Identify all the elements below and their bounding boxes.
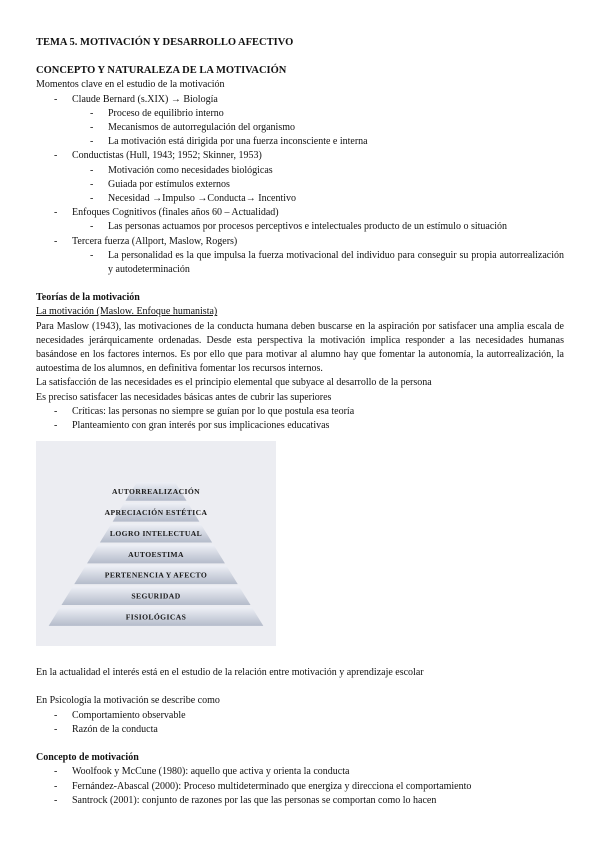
maslow-point: - Críticas: las personas no siempre se guían por lo que postula esa teoría bbox=[36, 405, 564, 419]
pyramid-level-label: APRECIACIÓN ESTÉTICA bbox=[104, 508, 208, 518]
moment-item: - Enfoques Cognitivos (finales años 60 – Actualidad) bbox=[36, 206, 564, 220]
moment-item: - Claude Bernard (s.XIX) → Biología bbox=[36, 93, 564, 107]
maslow-point: - Planteamiento con gran interés por sus implicaciones educativas bbox=[36, 419, 564, 433]
maslow-pyramid bbox=[36, 441, 276, 646]
moment-item: - Tercera fuerza (Allport, Maslow, Rogers) bbox=[36, 235, 564, 249]
moments-list bbox=[36, 93, 564, 278]
definition-item: - Woolfook y McCune (1980): aquello que activa y orienta la conducta bbox=[36, 765, 564, 779]
moments-intro: Momentos clave en el estudio de la motivación bbox=[36, 79, 225, 91]
moment-subitem: - Motivación como necesidades biológicas bbox=[36, 164, 564, 178]
concept-heading: CONCEPTO Y NATURALEZA DE LA MOTIVACIÓN bbox=[36, 65, 287, 77]
moment-subitem: - Mecanismos de autorregulación del organismo bbox=[36, 121, 564, 135]
moment-subitem: - Guiada por estímulos externos bbox=[36, 178, 564, 192]
maslow-paragraph: Para Maslow (1943), las motivaciones de la conducta humana deben buscarse en la aspiración por satisfacer una amplia escala de necesidades jerárquicamente ordenadas. Desde esta perspectiva la motivación implica responder a las necesidades humanas basándose en los factores internos. Es por ello que para motivar al alumno hay que fomentar la autonomía, la autorrealización, la autoestima de los alumnos, en definitiva fomentar los recursos internos. bbox=[36, 320, 564, 375]
maslow-subheading: La motivación (Maslow. Enfoque humanista) bbox=[36, 306, 218, 318]
pyramid-level-label: AUTORREALIZACIÓN bbox=[111, 487, 201, 497]
pyramid-level-label: LOGRO INTELECTUAL bbox=[109, 529, 203, 539]
moment-subitem: - La personalidad es la que impulsa la fuerza motivacional del individuo para conseguir su propia autorrealización y autodeterminación bbox=[36, 249, 564, 277]
moment-subitem: - Proceso de equilibrio interno bbox=[36, 107, 564, 121]
moment-subitem: - Las personas actuamos por procesos perceptivos e intelectuales producto de un estímulo o situación bbox=[36, 220, 564, 234]
theories-heading: Teorías de la motivación bbox=[36, 292, 140, 304]
definitions-list bbox=[36, 765, 564, 808]
pyramid-level-label: FISIOLÓGICAS bbox=[125, 612, 187, 622]
psychology-item: - Razón de la conducta bbox=[36, 723, 564, 737]
psychology-list bbox=[36, 709, 564, 737]
moment-subitem: - La motivación está dirigida por una fuerza inconsciente e interna bbox=[36, 135, 564, 149]
satisfaction-line: La satisfacción de las necesidades es el principio elemental que subyace al desarrollo de la persona bbox=[36, 377, 432, 389]
moment-subitem: - Necesidad →Impulso →Conducta→ Incentivo bbox=[36, 192, 564, 206]
pyramid-level-label: AUTOESTIMA bbox=[128, 550, 184, 560]
pyramid-level-label: SEGURIDAD bbox=[131, 591, 181, 601]
maslow-pyramid-figure bbox=[36, 441, 276, 646]
current-interest: En la actualidad el interés está en el estudio de la relación entre motivación y aprendizaje escolar bbox=[36, 667, 424, 679]
document-title: TEMA 5. MOTIVACIÓN Y DESARROLLO AFECTIVO bbox=[36, 37, 294, 48]
basic-needs-line: Es preciso satisfacer las necesidades básicas antes de cubrir las superiores bbox=[36, 391, 332, 403]
moment-item: - Conductistas (Hull, 1943; 1952; Skinner, 1953) bbox=[36, 149, 564, 163]
psychology-item: - Comportamiento observable bbox=[36, 709, 564, 723]
definition-item: - Santrock (2001): conjunto de razones por las que las personas se comportan como lo hacen bbox=[36, 794, 564, 808]
maslow-points bbox=[36, 405, 564, 433]
definition-heading: Concepto de motivación bbox=[36, 752, 139, 764]
document-page bbox=[36, 36, 564, 808]
psychology-intro: En Psicología la motivación se describe como bbox=[36, 695, 220, 707]
pyramid-level-label: PERTENENCIA Y AFECTO bbox=[104, 570, 208, 580]
definition-item: - Fernández-Abascal (2000): Proceso multideterminado que energiza y direcciona el comportamiento bbox=[36, 780, 564, 794]
